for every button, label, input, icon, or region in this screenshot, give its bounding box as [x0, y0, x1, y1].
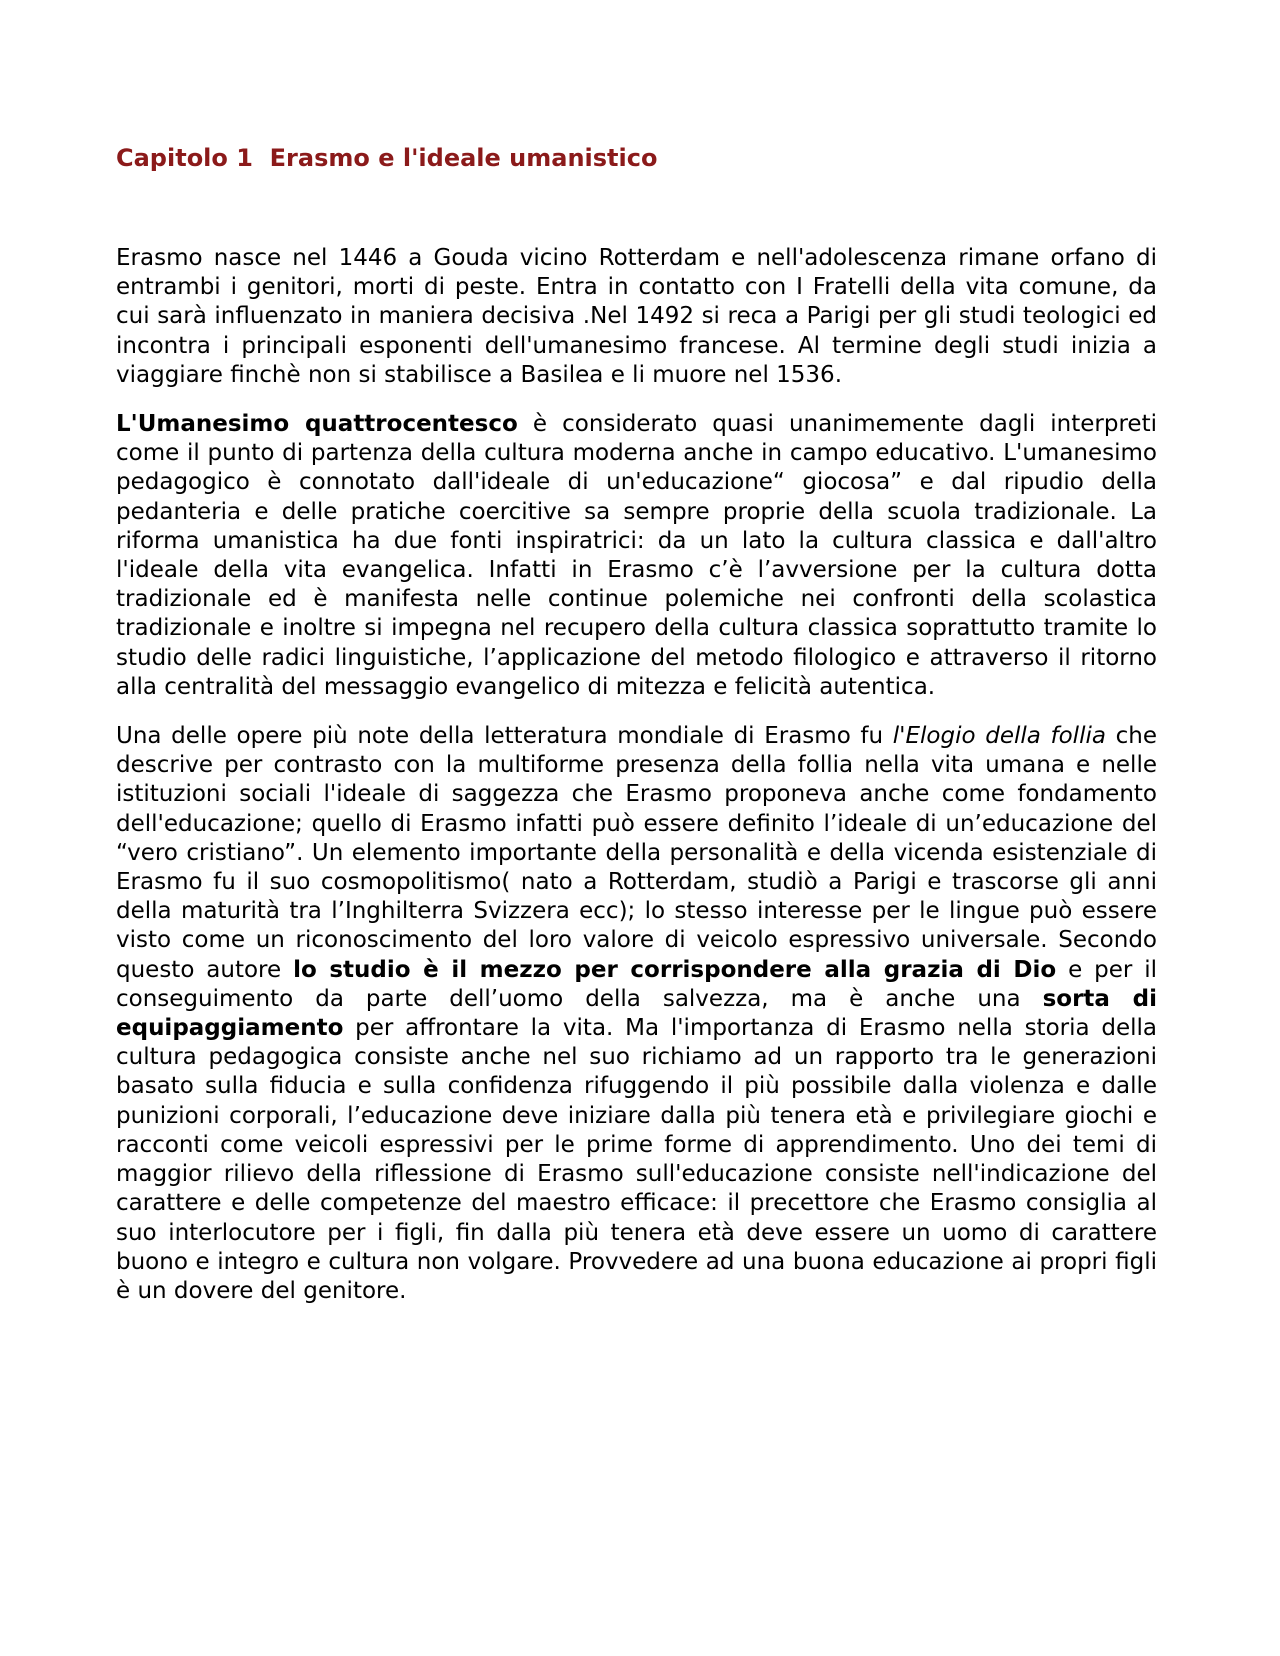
text-run: per affrontare la vita. Ma l'importanza di Erasmo nella storia della cultura pedagogica consiste anche nel suo richiamo ad un rapporto tra le generazioni basato sulla fiducia e sulla confidenza rifuggendo il più possibile dalla violenza e dalle punizioni corporali, l’educazione deve iniziare dalla più tenera età e privilegiare giochi e racconti come veicoli espressivi per le prime forme di apprendimento. Uno dei temi di maggior rilievo della riflessione di Erasmo sull'educazione consiste nell'indicazione del carattere e delle competenze del maestro efficace: il precettore che Erasmo consiglia al suo interlocutore per i figli, fin dalla più tenera età deve essere un uomo di carattere buono e integro e cultura non volgare. Provvedere ad una buona educazione ai propri figli è un dovere del genitore.	[116, 1015, 1157, 1304]
bold-phrase: sorta di equipaggiamento	[116, 985, 1157, 1042]
text-run: Una delle opere più note della letteratura mondiale di Erasmo fu	[116, 723, 893, 750]
bold-phrase: lo studio è il mezzo per corrispondere alla grazia di Dio	[293, 956, 1057, 983]
text-run: e per il conseguimento da parte dell’uomo della salvezza, ma è anche una	[116, 956, 1157, 1012]
text-run: è considerato quasi unanimemente dagli interpreti come il punto di partenza della cultura moderna anche in campo educativo. L'umanesimo pedagogico è connotato dall'ideale di un'educazione“ giocosa” e dal ripudio della pedanteria e delle pratiche coercitive sa sempre proprie della scuola tradizionale. La riforma umanistica ha due fonti inspiratrici: da un lato la cultura classica e dall'altro l'ideale della vita evangelica. Infatti in Erasmo c’è l’avversione per la cultura dotta tradizionale ed è manifesta nelle continue polemiche nei confronti della scolastica tradizionale e inoltre si impegna nel recupero della cultura classica soprattutto tramite lo studio delle radici linguistiche, l’applicazione del metodo filologico e attraverso il ritorno alla centralità del messaggio evangelico di mitezza e felicità autentica.	[116, 411, 1157, 700]
text-run: Erasmo nasce nel 1446 a Gouda vicino Rotterdam e nell'adolescenza rimane orfano di entrambi i genitori, morti di peste. Entra in contatto con I Fratelli della vita comune, da cui sarà influenzato in maniera decisiva .Nel 1492 si reca a Parigi per gli studi teologici ed incontra i principali esponenti dell'umanesimo francese. Al termine degli studi inizia a viaggiare finchè non si stabilisce a Basilea e li muore nel 1536.	[116, 245, 1157, 388]
paragraph-humanism	[116, 410, 1157, 702]
paragraph-biography	[116, 244, 1157, 390]
body-text	[116, 244, 1157, 1326]
italic-work-title: l'Elogio della follia	[892, 723, 1106, 750]
chapter-title: Capitolo 1 Erasmo e l'ideale umanistico	[116, 144, 658, 172]
paragraph-elogio-follia	[116, 722, 1157, 1306]
text-run: che descrive per contrasto con la multiforme presenza della follia nella vita umana e nelle istituzioni sociali l'ideale di saggezza che Erasmo proponeva anche come fondamento dell'educazione; quello di Erasmo infatti può essere definito l’ideale di un’educazione del “vero cristiano”. Un elemento importante della personalità e della vicenda esistenziale di Erasmo fu il suo cosmopolitismo( nato a Rotterdam, studiò a Parigi e trascorse gli anni della maturità tra l’Inghilterra Svizzera ecc); lo stesso interesse per le lingue può essere visto come un riconoscimento del loro valore di veicolo espressivo universale. Secondo questo autore	[116, 723, 1157, 983]
bold-term: L'Umanesimo quattrocentesco	[116, 411, 518, 438]
